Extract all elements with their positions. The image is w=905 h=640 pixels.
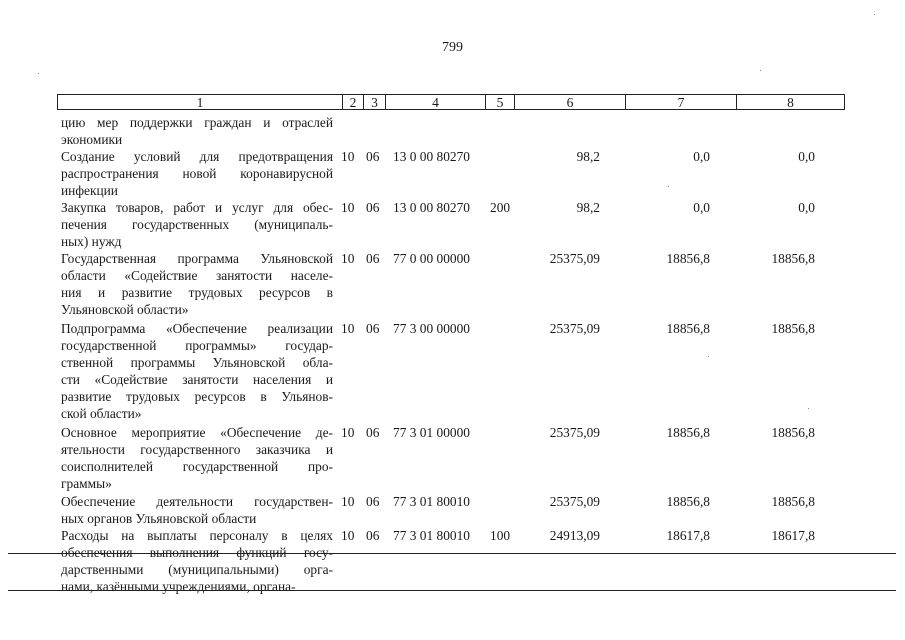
section-code: 10 <box>341 494 355 509</box>
target-article-code: 13 0 00 80270 <box>393 149 470 164</box>
target-article-code: 77 3 01 80010 <box>393 494 470 509</box>
row-name-line: области «Содействие занятости населе- <box>61 268 333 283</box>
row-name-line: граммы» <box>61 476 112 491</box>
row-name-line: Основное мероприятие «Обеспечение де- <box>61 425 333 440</box>
amount-2023: 0,0 <box>798 149 815 164</box>
page-cut-line <box>8 553 896 554</box>
row-name-line: Ульяновской области» <box>61 302 189 317</box>
row-name-line: Расходы на выплаты персоналу в целях <box>61 528 333 543</box>
row-name-line: Создание условий для предотвращения <box>61 149 333 164</box>
page-cut-line <box>8 590 896 591</box>
column-header: 2 <box>342 94 363 110</box>
row-name-line: цию мер поддержки граждан и отраслей <box>61 115 333 130</box>
amount-2023: 18856,8 <box>771 425 815 440</box>
amount-2021: 25375,09 <box>549 251 600 266</box>
amount-2021: 24913,09 <box>549 528 600 543</box>
amount-2021: 98,2 <box>576 200 600 215</box>
column-header: 7 <box>625 94 736 110</box>
page-number: 799 <box>442 40 463 55</box>
row-name-cell <box>61 527 333 595</box>
subsection-code: 06 <box>366 251 380 266</box>
amount-2023: 0,0 <box>798 200 815 215</box>
row-name-line: распространения новой коронавирусной <box>61 166 333 181</box>
scan-speck <box>708 356 709 357</box>
scan-speck <box>808 408 809 409</box>
amount-2022: 18617,8 <box>666 528 710 543</box>
subsection-code: 06 <box>366 321 380 336</box>
amount-2022: 0,0 <box>693 149 710 164</box>
amount-2022: 18856,8 <box>666 321 710 336</box>
row-name-line: ния и развитие трудовых ресурсов в <box>61 285 333 300</box>
row-name-cell <box>61 199 333 250</box>
section-code: 10 <box>341 149 355 164</box>
row-name-line: Обеспечение деятельности государствен- <box>61 494 333 509</box>
row-name-line: Закупка товаров, работ и услуг для обес- <box>61 200 333 215</box>
amount-2023: 18856,8 <box>771 251 815 266</box>
amount-2022: 18856,8 <box>666 425 710 440</box>
column-header: 1 <box>57 94 342 110</box>
row-name-line: дарственными (муниципальными) орга- <box>61 562 333 577</box>
row-name-line: ятельности государственного заказчика и <box>61 442 333 457</box>
table-header-row <box>57 94 845 111</box>
column-header: 8 <box>736 94 845 110</box>
subsection-code: 06 <box>366 494 380 509</box>
target-article-code: 77 3 01 80010 <box>393 528 470 543</box>
section-code: 10 <box>341 528 355 543</box>
amount-2023: 18856,8 <box>771 321 815 336</box>
amount-2022: 18856,8 <box>666 494 710 509</box>
amount-2021: 25375,09 <box>549 425 600 440</box>
row-name-line: нами, казёнными учреждениями, органа- <box>61 579 296 594</box>
target-article-code: 13 0 00 80270 <box>393 200 470 215</box>
subsection-code: 06 <box>366 425 380 440</box>
row-name-line: развитие трудовых ресурсов в Ульянов- <box>61 389 333 404</box>
amount-2023: 18617,8 <box>771 528 815 543</box>
row-name-line: обеспечения выполнения функций госу- <box>61 545 333 560</box>
row-name-line: экономики <box>61 132 123 147</box>
target-article-code: 77 3 01 00000 <box>393 425 470 440</box>
row-name-line: государственной программы» государ- <box>61 338 333 353</box>
row-name-line: сти «Содействие занятости населения и <box>61 372 333 387</box>
row-name-line: Государственная программа Ульяновской <box>61 251 333 266</box>
amount-2023: 18856,8 <box>771 494 815 509</box>
row-name-cell <box>61 148 333 199</box>
column-header: 6 <box>514 94 625 110</box>
row-name-cell <box>61 250 333 318</box>
scan-speck <box>38 73 39 74</box>
row-name-line: соисполнителей государственной про- <box>61 459 333 474</box>
scan-speck <box>760 70 761 71</box>
row-name-line: ных) нужд <box>61 234 122 249</box>
row-name-line: инфекции <box>61 183 118 198</box>
amount-2021: 25375,09 <box>549 321 600 336</box>
row-name-cell <box>61 114 333 148</box>
section-code: 10 <box>341 251 355 266</box>
row-name-line: ской области» <box>61 406 142 421</box>
amount-2021: 25375,09 <box>549 494 600 509</box>
scan-speck <box>874 14 875 15</box>
subsection-code: 06 <box>366 528 380 543</box>
subsection-code: 06 <box>366 149 380 164</box>
section-code: 10 <box>341 425 355 440</box>
row-name-line: ственной программы Ульяновской обла- <box>61 355 333 370</box>
target-article-code: 77 0 00 00000 <box>393 251 470 266</box>
row-name-line: Подпрограмма «Обеспечение реализации <box>61 321 333 336</box>
expense-type-code: 100 <box>490 528 511 543</box>
section-code: 10 <box>341 321 355 336</box>
row-name-cell <box>61 493 333 527</box>
row-name-line: ных органов Ульяновской области <box>61 511 257 526</box>
target-article-code: 77 3 00 00000 <box>393 321 470 336</box>
amount-2022: 18856,8 <box>666 251 710 266</box>
subsection-code: 06 <box>366 200 380 215</box>
amount-2021: 98,2 <box>576 149 600 164</box>
amount-2022: 0,0 <box>693 200 710 215</box>
section-code: 10 <box>341 200 355 215</box>
column-header: 5 <box>485 94 514 110</box>
expense-type-code: 200 <box>490 200 511 215</box>
row-name-line: печения государственных (муниципаль- <box>61 217 333 232</box>
row-name-cell <box>61 320 333 422</box>
scan-speck <box>668 186 669 187</box>
column-header: 4 <box>385 94 485 110</box>
row-name-cell <box>61 424 333 492</box>
column-header: 3 <box>363 94 385 110</box>
